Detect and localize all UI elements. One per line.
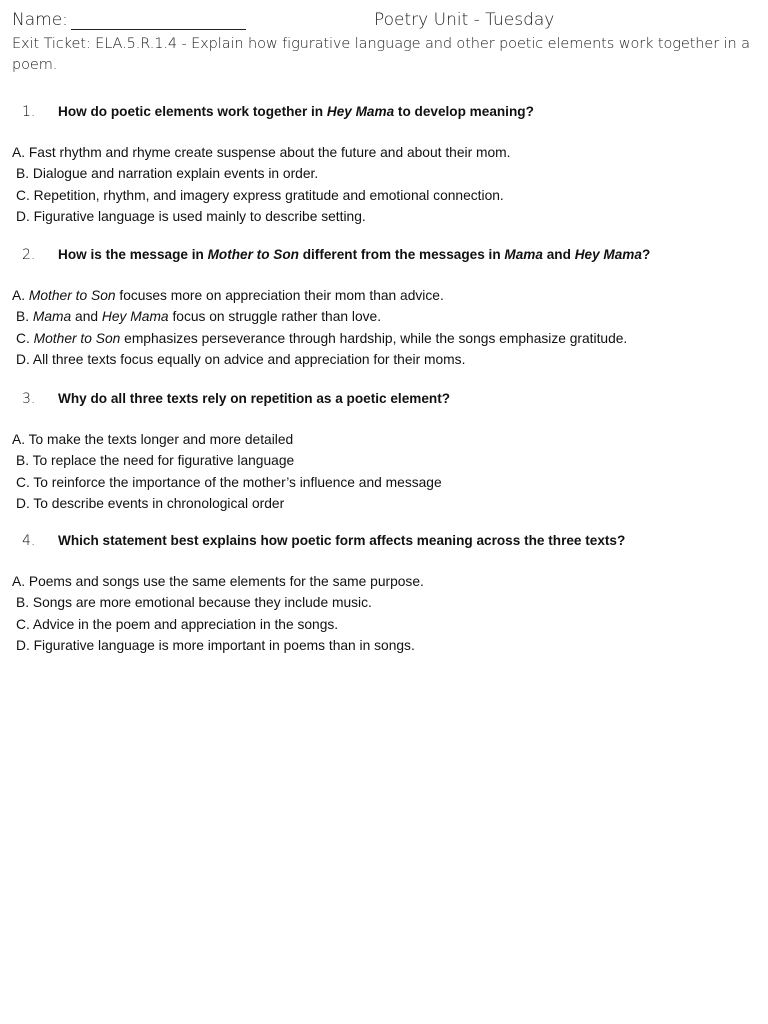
unit-title: Poetry Unit - Tuesday: [374, 10, 555, 30]
answer-text: D. Figurative language is more important in poems than in songs.: [16, 638, 415, 653]
answer-text: A. Fast rhythm and rhyme create suspense about the future and about their mom.: [12, 145, 511, 160]
answer-text: B. Songs are more emotional because they include music.: [16, 595, 372, 610]
answer-text: D. To describe events in chronological order: [16, 496, 285, 511]
question-title-ref: Hey Mama: [574, 247, 642, 262]
answer-text: emphasizes perseverance through hardship, while the songs emphasize gratitude.: [120, 331, 628, 346]
question-title-ref: Mama: [504, 247, 543, 262]
question-text: How do poetic elements work together in: [58, 104, 327, 119]
question-text: and: [542, 247, 575, 262]
name-label: Name:: [12, 10, 68, 30]
answer-text: D. Figurative language is used mainly to describe setting.: [16, 209, 366, 224]
answer-option-a: [12, 286, 444, 306]
answer-option-b: [16, 307, 381, 327]
answer-option-d: [16, 350, 465, 370]
question-text: to develop meaning?: [394, 104, 534, 119]
answer-text: B. To replace the need for figurative language: [16, 453, 295, 468]
question-text: Which statement best explains how poetic form affects meaning across the three texts?: [58, 533, 626, 548]
question-number: 4.: [22, 533, 36, 549]
question-1: [22, 104, 534, 120]
answer-option-c: [16, 473, 442, 493]
answer-title-ref: Mother to Son: [33, 331, 121, 346]
question-text: Why do all three texts rely on repetition as a poetic element?: [58, 391, 451, 406]
question-text: different from the messages in: [298, 247, 505, 262]
answer-title-ref: Mother to Son: [28, 288, 116, 303]
answer-text: A. To make the texts longer and more detailed: [12, 432, 294, 447]
answer-option-b: [16, 164, 318, 184]
answer-option-b: [16, 451, 294, 471]
answer-text: A.: [12, 288, 29, 303]
worksheet-header: [12, 10, 756, 34]
answer-text: focuses more on appreciation their mom than advice.: [115, 288, 444, 303]
answer-text: focus on struggle rather than love.: [168, 309, 382, 324]
question-text: ?: [641, 247, 651, 262]
question-number: 3.: [22, 391, 36, 407]
question-4: [22, 533, 625, 549]
answer-text: B.: [16, 309, 33, 324]
answer-text: C. Advice in the poem and appreciation in the songs.: [16, 617, 339, 632]
answer-option-a: [12, 430, 293, 450]
answer-title-ref: Mama: [32, 309, 72, 324]
answer-option-d: [16, 636, 415, 656]
question-title-ref: Mother to Son: [207, 247, 299, 262]
answer-option-a: [12, 572, 424, 592]
answer-option-a: [12, 143, 511, 163]
answer-text: A. Poems and songs use the same elements for the same purpose.: [12, 574, 424, 589]
answer-option-d: [16, 494, 284, 514]
answer-option-d: [16, 207, 366, 227]
answer-text: C.: [16, 331, 34, 346]
question-3: [22, 391, 450, 407]
question-number: 1.: [22, 104, 36, 120]
question-text: How is the message in: [58, 247, 208, 262]
question-number: 2.: [22, 247, 36, 263]
answer-text: C. Repetition, rhythm, and imagery express gratitude and emotional connection.: [16, 188, 504, 203]
answer-option-c: [16, 186, 504, 206]
answer-title-ref: Hey Mama: [101, 309, 169, 324]
answer-text: C. To reinforce the importance of the mother’s influence and message: [16, 475, 442, 490]
answer-text: B. Dialogue and narration explain events in order.: [16, 166, 319, 181]
answer-text: and: [71, 309, 102, 324]
exit-ticket-standard: Exit Ticket: ELA.5.R.1.4 - Explain how figurative language and other poetic elements work together in a poem.: [12, 36, 750, 73]
answer-option-c: [16, 615, 338, 635]
answer-text: D. All three texts focus equally on advice and appreciation for their moms.: [16, 352, 466, 367]
question-2: [22, 247, 650, 263]
name-blank-line: [71, 29, 246, 30]
answer-option-b: [16, 593, 372, 613]
answer-option-c: [16, 329, 627, 349]
question-title-ref: Hey Mama: [326, 104, 395, 119]
